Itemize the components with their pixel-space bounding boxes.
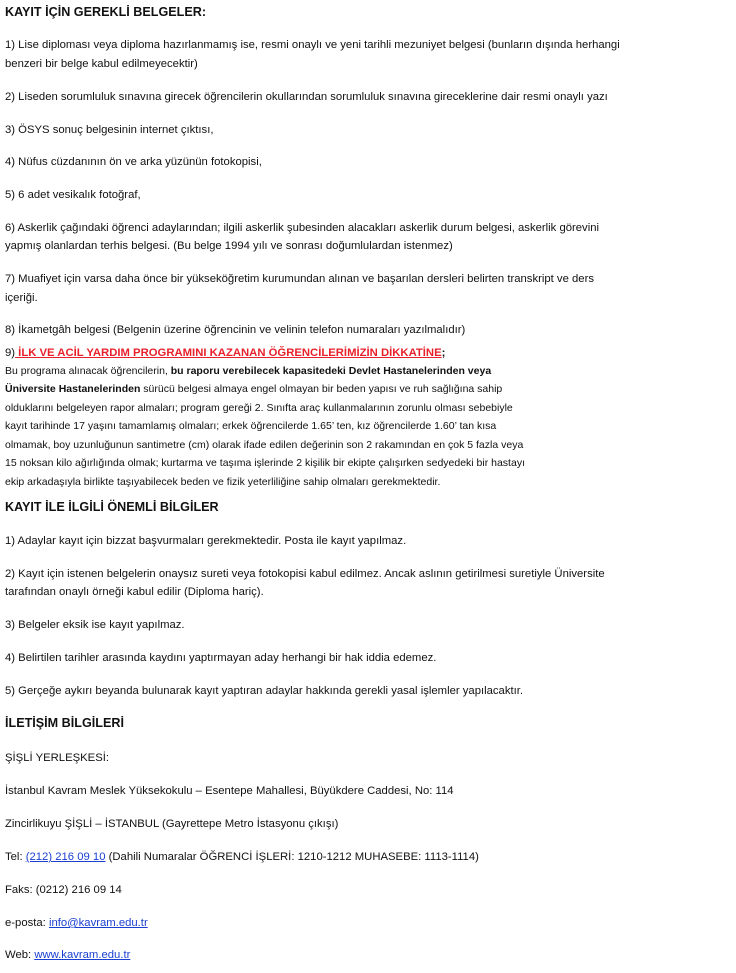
email-link[interactable]: info@kavram.edu.tr (48, 917, 148, 929)
doc-item-4: 4) Nüfus cüzdanının ön ve arka yüzünün fotokopisi, (5, 156, 262, 168)
doc-item-1-line-1: 1) Lise diploması veya diploma hazırlanmamış ise, resmi onaylı ve yeni tarihli mezuniyet belgesi (bunların dışında herhangi (5, 39, 620, 51)
website-link[interactable]: www.kavram.edu.tr (34, 949, 131, 961)
info-item-1: 1) Adaylar kayıt için bizzat başvurmaları gerekmektedir. Posta ile kayıt yapılmaz. (5, 535, 407, 547)
doc-item-5: 5) 6 adet vesikalık fotoğraf, (5, 189, 141, 201)
first-aid-program-notice-title: İLK VE ACİL YARDIM PROGRAMINI KAZANAN ÖĞRENCİLERİMİZİN DİKKATİNE (15, 347, 442, 359)
phone-label: Tel: (5, 851, 26, 863)
doc-item-9-line-4: kayıt tarihinde 17 yaşını tamamlamış olmaları; erkek öğrencilerde 1.65’ ten, kız öğrencilerde 1.60’ tan kısa (5, 420, 497, 432)
doc-item-9-line-2-text: sürücü belgesi almaya engel olmayan bir beden yapısı ve ruh sağlığına sahip (140, 383, 503, 395)
web-label: Web: (5, 949, 35, 961)
info-item-2-line-1: 2) Kayıt için istenen belgelerin onaysız sureti veya fotokopisi kabul edilmez. Ancak aslının getirilmesi suretiyle Üniversite (5, 568, 605, 580)
phone-link[interactable]: (212) 216 09 10 (25, 851, 106, 863)
web-line (5, 946, 130, 964)
doc-item-9-line-3: olduklarını belgeleyen rapor almaları; program gereği 2. Sınıfta araç kullanmalarının zorunlu olması sebebiyle (5, 402, 513, 414)
phone-line (5, 848, 479, 866)
doc-item-9-line-1-text: Bu programa alınacak öğrencilerin, (5, 365, 171, 377)
doc-item-9-number: 9) (5, 347, 16, 359)
doc-item-8: 8) İkametgâh belgesi (Belgenin üzerine öğrencinin ve velinin telefon numaraları yazılmalıdır) (5, 324, 466, 336)
doc-item-7-line-1: 7) Muafiyet için varsa daha önce bir yükseköğretim kurumundan alınan ve başarılan dersleri belirten transkript ve ders (5, 273, 594, 285)
doc-item-9-line-2-bold: Üniversite Hastanelerinden (5, 383, 141, 395)
doc-item-9-line-2 (5, 380, 502, 398)
doc-item-6-line-2: yapmış olanlardan terhis belgesi. (Bu belge 1994 yılı ve sonrası doğumlulardan istenmez) (5, 240, 453, 252)
doc-item-1-line-2: benzeri bir belge kabul edilmeyecektir) (5, 58, 198, 70)
doc-item-9-line-1 (5, 362, 491, 380)
phone-extensions: (Dahili Numaralar ÖĞRENCİ İŞLERİ: 1210-1212 MUHASEBE: 1113-1114) (105, 851, 479, 863)
address-line-2: Zincirlikuyu ŞİŞLİ – İSTANBUL (Gayrettepe Metro İstasyonu çıkışı) (5, 818, 339, 830)
email-line (5, 914, 148, 932)
doc-item-7-line-2: içeriği. (5, 292, 38, 304)
doc-item-9-line-6: 15 noksan kilo ağırlığında olmak; kurtarma ve taşıma işlerinde 2 kişilik bir ekipte çalışırken sedyedeki bir hastayı (5, 457, 525, 469)
info-item-4: 4) Belirtilen tarihler arasında kaydını yaptırmayan aday herhangi bir hak iddia edemez. (5, 652, 437, 664)
email-label: e-posta: (5, 917, 49, 929)
info-item-2-line-2: tarafından onaylı örneği kabul edilir (Diploma hariç). (5, 586, 264, 598)
doc-item-9-line-5: olmamak, boy uzunluğunun santimetre (cm) olarak ifade edilen değerinin son 2 rakamından en çok 5 fazla veya (5, 439, 524, 451)
contact-heading: İLETİŞİM BİLGİLERİ (5, 716, 124, 730)
campus-label: ŞİŞLİ YERLEŞKESİ: (5, 752, 110, 764)
address-line-1: İstanbul Kavram Meslek Yüksekokulu – Esentepe Mahallesi, Büyükdere Caddesi, No: 114 (5, 785, 454, 797)
info-item-5: 5) Gerçeğe aykırı beyanda bulunarak kayıt yaptıran adaylar hakkında gerekli yasal işlemler yapılacaktır. (5, 685, 524, 697)
info-item-3: 3) Belgeler eksik ise kayıt yapılmaz. (5, 619, 185, 631)
fax-line: Faks: (0212) 216 09 14 (5, 884, 122, 896)
doc-item-2: 2) Liseden sorumluluk sınavına girecek öğrencilerin okullarından sorumluluk sınavına gireceklerine dair resmi onaylı yazı (5, 91, 608, 103)
doc-item-9-title-line (5, 344, 445, 362)
doc-item-9-line-1-bold: bu raporu verebilecek kapasitedeki Devlet Hastanelerinden veya (170, 365, 492, 377)
registration-docs-heading: KAYIT İÇİN GEREKLİ BELGELER: (5, 5, 207, 19)
doc-item-9-line-7: ekip arkadaşıyla birlikte taşıyabilecek beden ve fizik yeterliliğine sahip olmaları gerekmektedir. (5, 476, 441, 488)
doc-item-9-semicolon: ; (441, 347, 446, 359)
doc-item-6-line-1: 6) Askerlik çağındaki öğrenci adaylarından; ilgili askerlik şubesinden alacakları askerlik durum belgesi, askerlik görevini (5, 222, 600, 234)
doc-item-3: 3) ÖSYS sonuç belgesinin internet çıktısı, (5, 124, 214, 136)
important-info-heading: KAYIT İLE İLGİLİ ÖNEMLİ BİLGİLER (5, 500, 219, 514)
